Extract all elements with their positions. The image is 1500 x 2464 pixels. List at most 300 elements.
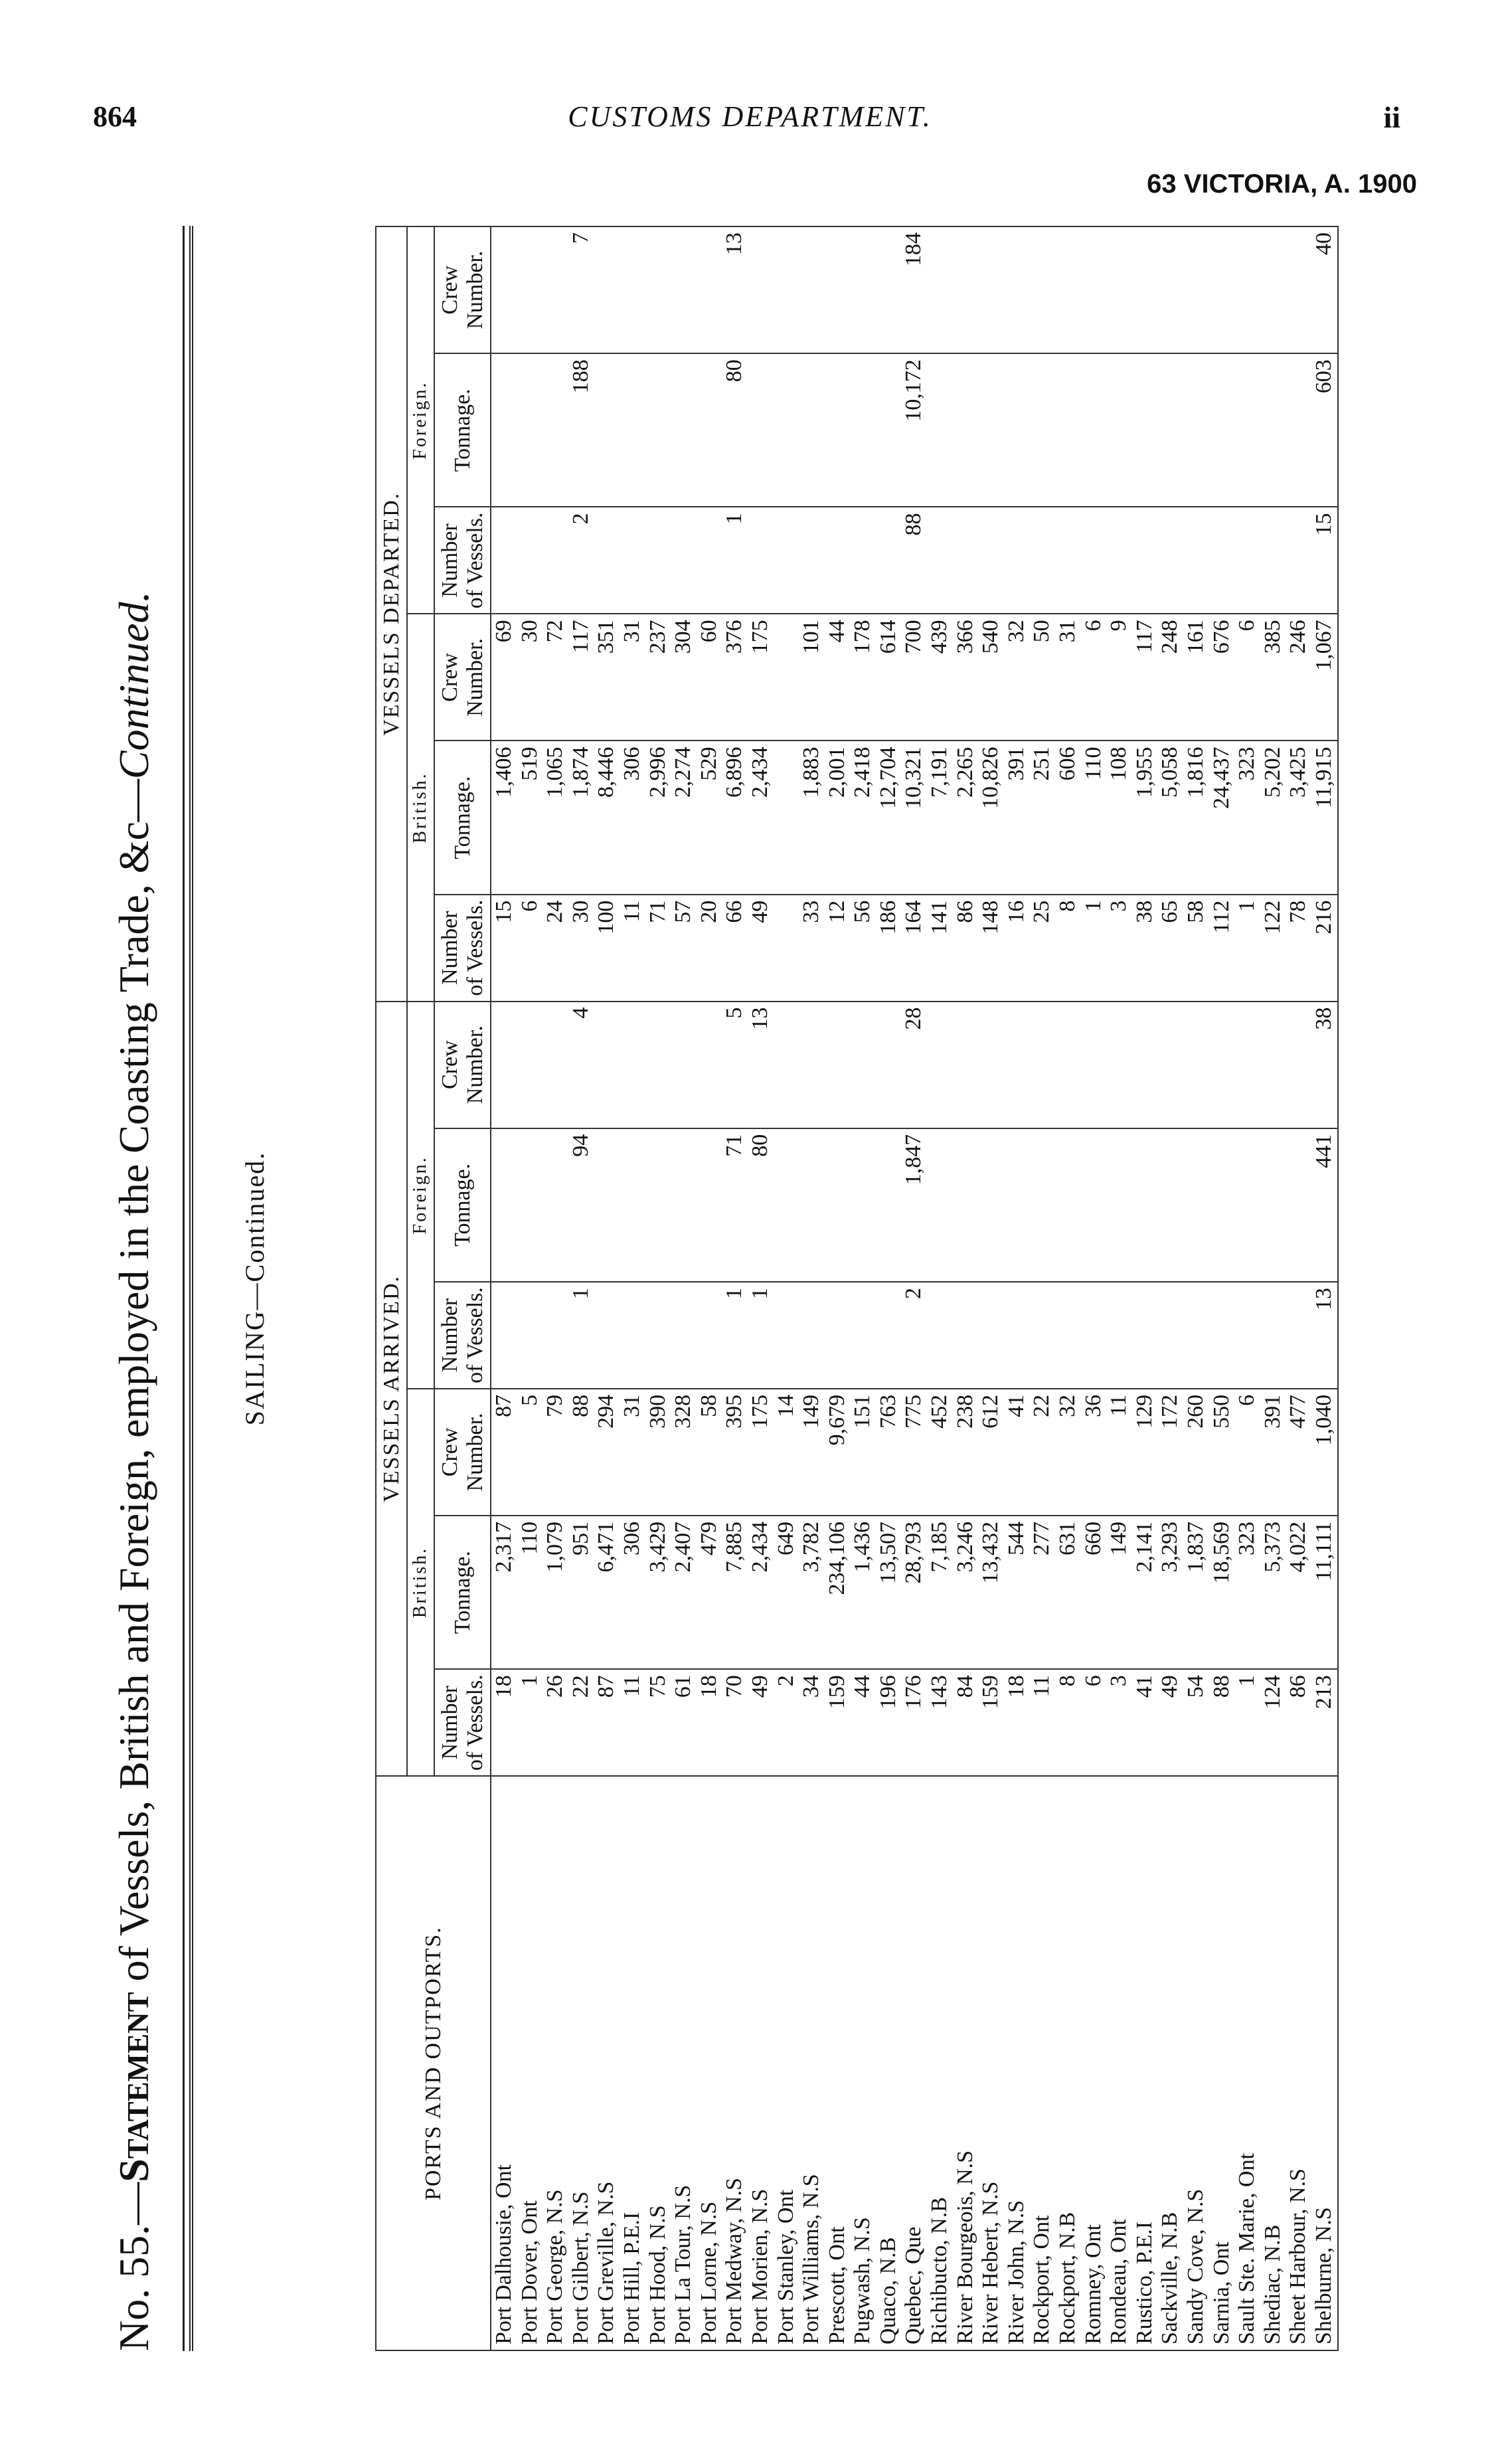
af-tonnage-cell	[1234, 1128, 1260, 1282]
db-tonnage-cell: 7,191	[927, 741, 953, 894]
af-crew-cell	[927, 1002, 953, 1128]
port-name: River Bourgeois, N.S	[953, 1776, 979, 2350]
db-crew-cell: 376	[722, 614, 748, 741]
af-tonnage-cell: 80	[748, 1128, 774, 1282]
db-crew-cell: 161	[1183, 614, 1209, 741]
ab-crew-cell: 260	[1183, 1389, 1209, 1516]
ab-number-cell: 18	[697, 1669, 722, 1776]
df-crew-cell	[542, 226, 568, 353]
db-tonnage-cell: 110	[1081, 741, 1107, 894]
port-name: Port Medway, N.S	[722, 1776, 748, 2350]
db-tonnage-cell: 1,065	[542, 741, 568, 894]
af-tonnage-cell	[1260, 1128, 1286, 1282]
df-number-cell: 1	[722, 507, 748, 614]
ab-tonnage-cell: 306	[620, 1516, 645, 1669]
table-row	[953, 226, 979, 2350]
ab-crew-cell: 452	[927, 1389, 953, 1516]
df-crew-cell: 184	[901, 226, 927, 353]
df-tonnage-cell	[953, 353, 979, 507]
ports-header: PORTS AND OUTPORTS.	[376, 1776, 491, 2350]
af-tonnage-cell	[774, 1128, 799, 1282]
table-row	[594, 226, 620, 2350]
df-number-cell	[876, 507, 902, 614]
ab-crew-cell: 149	[799, 1389, 825, 1516]
ab-tonnage-cell: 1,436	[850, 1516, 876, 1669]
db-number-cell: 1	[1081, 895, 1107, 1002]
af-number-cell	[671, 1282, 697, 1389]
port-name: Port Gilbert, N.S	[568, 1776, 594, 2350]
db-tonnage-cell	[774, 741, 799, 894]
ab-tonnage-cell: 110	[517, 1516, 543, 1669]
af-tonnage-cell	[1055, 1128, 1081, 1282]
af-crew-cell: 5	[722, 1002, 748, 1128]
df-crew-cell	[850, 226, 876, 353]
af-tonnage-cell	[1183, 1128, 1209, 1282]
port-name: River Hebert, N.S	[978, 1776, 1004, 2350]
title-rest: of Vessels, British and Foreign, employed in the Coasting Trade, &c—	[110, 779, 157, 1992]
ab-tonnage-cell: 277	[1029, 1516, 1055, 1669]
ab-number-cell: 1	[517, 1669, 543, 1776]
df-crew-cell	[1209, 226, 1235, 353]
ab-crew-cell: 9,679	[825, 1389, 851, 1516]
ab-tonnage-cell: 1,079	[542, 1516, 568, 1669]
df-tonnage-cell	[517, 353, 543, 507]
db-crew-cell: 117	[568, 614, 594, 741]
db-number-cell: 66	[722, 895, 748, 1002]
af-number-cell	[1234, 1282, 1260, 1389]
ab-tonnage-cell: 1,837	[1183, 1516, 1209, 1669]
departed-header: VESSELS DEPARTED.	[376, 226, 407, 1002]
db-tonnage-cell: 519	[517, 741, 543, 894]
ab-crew-cell: 41	[1004, 1389, 1030, 1516]
ab-crew-cell: 763	[876, 1389, 902, 1516]
ab-crew-cell: 14	[774, 1389, 799, 1516]
ab-tonnage-cell: 6,471	[594, 1516, 620, 1669]
db-crew-cell: 60	[697, 614, 722, 741]
ab-tonnage-cell: 7,885	[722, 1516, 748, 1669]
ab-number-cell: 11	[620, 1669, 645, 1776]
df-tonnage-cell	[927, 353, 953, 507]
ab-crew-cell: 390	[645, 1389, 671, 1516]
col-number: Number of Vessels.	[434, 1282, 491, 1389]
df-crew-cell	[1260, 226, 1286, 353]
af-crew-cell	[620, 1002, 645, 1128]
db-number-cell: 6	[517, 895, 543, 1002]
db-number-cell: 100	[594, 895, 620, 1002]
db-number-cell: 164	[901, 895, 927, 1002]
af-tonnage-cell	[978, 1128, 1004, 1282]
table-row	[1209, 226, 1235, 2350]
db-tonnage-cell: 8,446	[594, 741, 620, 894]
af-number-cell	[876, 1282, 902, 1389]
ab-tonnage-cell: 3,782	[799, 1516, 825, 1669]
af-crew-cell: 4	[568, 1002, 594, 1128]
db-tonnage-cell: 306	[620, 741, 645, 894]
table-row	[825, 226, 851, 2350]
col-crew: Crew Number.	[434, 614, 491, 741]
df-tonnage-cell: 80	[722, 353, 748, 507]
df-number-cell	[774, 507, 799, 614]
df-number-cell	[1234, 507, 1260, 614]
port-name: Rockport, N.B	[1055, 1776, 1081, 2350]
af-tonnage-cell	[1029, 1128, 1055, 1282]
ab-crew-cell: 5	[517, 1389, 543, 1516]
af-number-cell	[1209, 1282, 1235, 1389]
db-tonnage-cell: 10,321	[901, 741, 927, 894]
table-row	[1286, 226, 1311, 2350]
port-name: Port Greville, N.S	[594, 1776, 620, 2350]
db-crew-cell: 237	[645, 614, 671, 741]
port-name: Port Hill, P.E.I	[620, 1776, 645, 2350]
ab-crew-cell: 238	[953, 1389, 979, 1516]
af-number-cell: 1	[748, 1282, 774, 1389]
df-crew-cell	[799, 226, 825, 353]
ab-tonnage-cell: 2,434	[748, 1516, 774, 1669]
af-number-cell	[542, 1282, 568, 1389]
db-crew-cell: 44	[825, 614, 851, 741]
db-tonnage-cell: 5,202	[1260, 741, 1286, 894]
df-crew-cell	[620, 226, 645, 353]
af-number-cell: 13	[1311, 1282, 1338, 1389]
af-number-cell: 1	[568, 1282, 594, 1389]
db-crew-cell: 439	[927, 614, 953, 741]
af-tonnage-cell: 71	[722, 1128, 748, 1282]
ab-number-cell: 70	[722, 1669, 748, 1776]
df-number-cell	[1055, 507, 1081, 614]
db-number-cell: 49	[748, 895, 774, 1002]
ab-number-cell: 44	[850, 1669, 876, 1776]
table-row	[491, 226, 517, 2350]
table-row	[748, 226, 774, 2350]
db-tonnage-cell: 1,883	[799, 741, 825, 894]
title-statement: Statement	[110, 1992, 157, 2182]
col-crew: Crew Number.	[434, 226, 491, 353]
df-number-cell	[978, 507, 1004, 614]
df-tonnage-cell	[876, 353, 902, 507]
af-crew-cell	[1004, 1002, 1030, 1128]
departed-british-header: British.	[407, 614, 434, 1001]
df-number-cell	[1260, 507, 1286, 614]
db-crew-cell: 69	[491, 614, 517, 741]
df-crew-cell	[927, 226, 953, 353]
db-crew-cell	[774, 614, 799, 741]
af-crew-cell	[1132, 1002, 1158, 1128]
af-crew-cell	[517, 1002, 543, 1128]
statement-title	[110, 226, 159, 2351]
af-tonnage-cell	[671, 1128, 697, 1282]
table-row	[542, 226, 568, 2350]
ab-crew-cell: 1,040	[1311, 1389, 1338, 1516]
df-tonnage-cell	[620, 353, 645, 507]
df-tonnage-cell	[799, 353, 825, 507]
db-crew-cell: 6	[1081, 614, 1107, 741]
ab-number-cell: 6	[1081, 1669, 1107, 1776]
df-number-cell: 15	[1311, 507, 1338, 614]
col-number: Number of Vessels.	[434, 1669, 491, 1776]
ab-tonnage-cell: 479	[697, 1516, 722, 1669]
af-crew-cell	[1260, 1002, 1286, 1128]
db-crew-cell: 351	[594, 614, 620, 741]
port-name: River John, N.S	[1004, 1776, 1030, 2350]
af-tonnage-cell	[620, 1128, 645, 1282]
df-tonnage-cell	[1081, 353, 1107, 507]
ab-number-cell: 159	[978, 1669, 1004, 1776]
db-number-cell: 186	[876, 895, 902, 1002]
df-tonnage-cell	[1055, 353, 1081, 507]
af-number-cell	[1183, 1282, 1209, 1389]
table-row	[876, 226, 902, 2350]
port-name: Pugwash, N.S	[850, 1776, 876, 2350]
df-tonnage-cell: 603	[1311, 353, 1338, 507]
df-number-cell	[491, 507, 517, 614]
title-prefix: No. 55.—	[110, 2182, 157, 2351]
af-crew-cell	[671, 1002, 697, 1128]
db-tonnage-cell: 2,001	[825, 741, 851, 894]
db-number-cell: 112	[1209, 895, 1235, 1002]
ab-number-cell: 26	[542, 1669, 568, 1776]
df-crew-cell	[517, 226, 543, 353]
col-tonnage: Tonnage.	[434, 353, 491, 507]
port-name: Port Dalhousie, Ont	[491, 1776, 517, 2350]
port-name: Sandy Cove, N.S	[1183, 1776, 1209, 2350]
af-crew-cell	[953, 1002, 979, 1128]
af-crew-cell: 38	[1311, 1002, 1338, 1128]
df-number-cell	[671, 507, 697, 614]
table-row	[774, 226, 799, 2350]
af-number-cell	[1055, 1282, 1081, 1389]
df-number-cell	[620, 507, 645, 614]
df-crew-cell	[594, 226, 620, 353]
arrived-header: VESSELS ARRIVED.	[376, 1002, 407, 1777]
af-crew-cell	[645, 1002, 671, 1128]
db-number-cell: 148	[978, 895, 1004, 1002]
port-name: Rondeau, Ont	[1106, 1776, 1132, 2350]
df-number-cell	[1106, 507, 1132, 614]
ab-tonnage-cell: 2,407	[671, 1516, 697, 1669]
af-crew-cell: 28	[901, 1002, 927, 1128]
port-name: Quaco, N.B	[876, 1776, 902, 2350]
df-crew-cell	[1106, 226, 1132, 353]
df-number-cell	[645, 507, 671, 614]
af-crew-cell	[799, 1002, 825, 1128]
ab-tonnage-cell: 5,373	[1260, 1516, 1286, 1669]
df-number-cell	[1157, 507, 1183, 614]
db-tonnage-cell: 2,996	[645, 741, 671, 894]
table-row	[1234, 226, 1260, 2350]
db-tonnage-cell: 6,896	[722, 741, 748, 894]
df-crew-cell	[1234, 226, 1260, 353]
db-tonnage-cell: 529	[697, 741, 722, 894]
ab-tonnage-cell: 13,507	[876, 1516, 902, 1669]
af-number-cell	[517, 1282, 543, 1389]
table-row	[1081, 226, 1107, 2350]
ab-number-cell: 143	[927, 1669, 953, 1776]
table-row	[1183, 226, 1209, 2350]
af-number-cell	[1260, 1282, 1286, 1389]
af-tonnage-cell	[1157, 1128, 1183, 1282]
db-crew-cell: 1,067	[1311, 614, 1338, 741]
ab-number-cell: 22	[568, 1669, 594, 1776]
af-number-cell	[1157, 1282, 1183, 1389]
af-tonnage-cell	[799, 1128, 825, 1282]
af-tonnage-cell	[1286, 1128, 1311, 1282]
ab-tonnage-cell: 149	[1106, 1516, 1132, 1669]
af-number-cell	[594, 1282, 620, 1389]
af-number-cell	[978, 1282, 1004, 1389]
af-tonnage-cell	[927, 1128, 953, 1282]
df-number-cell	[542, 507, 568, 614]
rotated-table-block	[110, 226, 1424, 2351]
table-row	[620, 226, 645, 2350]
ab-crew-cell: 775	[901, 1389, 927, 1516]
ab-tonnage-cell: 7,185	[927, 1516, 953, 1669]
db-number-cell: 20	[697, 895, 722, 1002]
db-tonnage-cell: 1,816	[1183, 741, 1209, 894]
table-row	[645, 226, 671, 2350]
db-tonnage-cell: 108	[1106, 741, 1132, 894]
table-row	[850, 226, 876, 2350]
coasting-trade-table	[375, 226, 1339, 2351]
af-crew-cell	[1183, 1002, 1209, 1128]
af-tonnage-cell	[1081, 1128, 1107, 1282]
df-number-cell	[1004, 507, 1030, 614]
df-crew-cell	[1029, 226, 1055, 353]
ab-crew-cell: 87	[491, 1389, 517, 1516]
table-row	[671, 226, 697, 2350]
db-tonnage-cell: 1,955	[1132, 741, 1158, 894]
ab-crew-cell: 36	[1081, 1389, 1107, 1516]
df-crew-cell	[671, 226, 697, 353]
table-row	[568, 226, 594, 2350]
ab-number-cell: 75	[645, 1669, 671, 1776]
port-name: Sarnia, Ont	[1209, 1776, 1235, 2350]
ab-number-cell: 124	[1260, 1669, 1286, 1776]
table-row	[517, 226, 543, 2350]
df-crew-cell: 13	[722, 226, 748, 353]
df-tonnage-cell	[1029, 353, 1055, 507]
af-tonnage-cell	[1004, 1128, 1030, 1282]
db-tonnage-cell: 12,704	[876, 741, 902, 894]
port-name: Shediac, N.B	[1260, 1776, 1286, 2350]
section-label	[239, 226, 270, 2351]
ab-tonnage-cell: 4,022	[1286, 1516, 1311, 1669]
db-tonnage-cell: 391	[1004, 741, 1030, 894]
col-tonnage: Tonnage.	[434, 1516, 491, 1669]
table-row	[1106, 226, 1132, 2350]
db-number-cell: 12	[825, 895, 851, 1002]
df-crew-cell	[1157, 226, 1183, 353]
df-crew-cell	[876, 226, 902, 353]
af-crew-cell	[542, 1002, 568, 1128]
df-number-cell: 2	[568, 507, 594, 614]
port-name: Port Morien, N.S	[748, 1776, 774, 2350]
db-tonnage-cell: 2,434	[748, 741, 774, 894]
af-crew-cell	[774, 1002, 799, 1128]
ab-number-cell: 196	[876, 1669, 902, 1776]
port-name: Sackville, N.B	[1157, 1776, 1183, 2350]
db-crew-cell: 30	[517, 614, 543, 741]
df-tonnage-cell	[1106, 353, 1132, 507]
ab-tonnage-cell: 2,317	[491, 1516, 517, 1669]
db-crew-cell: 178	[850, 614, 876, 741]
df-number-cell	[1286, 507, 1311, 614]
df-number-cell	[1132, 507, 1158, 614]
db-crew-cell: 676	[1209, 614, 1235, 741]
table-row	[1260, 226, 1286, 2350]
table-row	[722, 226, 748, 2350]
ab-number-cell: 34	[799, 1669, 825, 1776]
ab-number-cell: 87	[594, 1669, 620, 1776]
col-tonnage: Tonnage.	[434, 741, 491, 894]
df-tonnage-cell	[978, 353, 1004, 507]
af-tonnage-cell	[594, 1128, 620, 1282]
ab-tonnage-cell: 544	[1004, 1516, 1030, 1669]
db-crew-cell: 248	[1157, 614, 1183, 741]
ab-tonnage-cell: 3,429	[645, 1516, 671, 1669]
sessional-number: ii	[1383, 100, 1400, 134]
df-number-cell	[1209, 507, 1235, 614]
db-number-cell: 122	[1260, 895, 1286, 1002]
db-tonnage-cell: 24,437	[1209, 741, 1235, 894]
df-number-cell: 88	[901, 507, 927, 614]
port-name: Romney, Ont	[1081, 1776, 1107, 2350]
df-tonnage-cell: 188	[568, 353, 594, 507]
db-tonnage-cell: 3,425	[1286, 741, 1311, 894]
af-number-cell	[697, 1282, 722, 1389]
ab-number-cell: 176	[901, 1669, 927, 1776]
ab-number-cell: 18	[491, 1669, 517, 1776]
ab-tonnage-cell: 3,293	[1157, 1516, 1183, 1669]
db-number-cell: 16	[1004, 895, 1030, 1002]
af-crew-cell	[1055, 1002, 1081, 1128]
db-crew-cell: 540	[978, 614, 1004, 741]
ab-number-cell: 49	[748, 1669, 774, 1776]
df-crew-cell	[491, 226, 517, 353]
af-crew-cell	[1081, 1002, 1107, 1128]
year-line: 63 VICTORIA, A. 1900	[1147, 169, 1417, 199]
df-crew-cell	[1286, 226, 1311, 353]
title-continued: Continued.	[110, 591, 157, 780]
port-name: Port Williams, N.S	[799, 1776, 825, 2350]
af-crew-cell	[1209, 1002, 1235, 1128]
df-number-cell	[850, 507, 876, 614]
df-number-cell	[748, 507, 774, 614]
ab-tonnage-cell: 28,793	[901, 1516, 927, 1669]
db-number-cell: 11	[620, 895, 645, 1002]
db-number-cell: 216	[1311, 895, 1338, 1002]
af-tonnage-cell: 1,847	[901, 1128, 927, 1282]
ab-crew-cell: 391	[1260, 1389, 1286, 1516]
af-number-cell	[825, 1282, 851, 1389]
port-name: Rustico, P.E.I	[1132, 1776, 1158, 2350]
ab-number-cell: 41	[1132, 1669, 1158, 1776]
ab-crew-cell: 32	[1055, 1389, 1081, 1516]
ab-crew-cell: 58	[697, 1389, 722, 1516]
af-crew-cell	[1157, 1002, 1183, 1128]
db-number-cell: 38	[1132, 895, 1158, 1002]
af-tonnage-cell	[953, 1128, 979, 1282]
db-tonnage-cell: 251	[1029, 741, 1055, 894]
db-number-cell: 33	[799, 895, 825, 1002]
ab-number-cell: 84	[953, 1669, 979, 1776]
col-number: Number of Vessels.	[434, 507, 491, 614]
af-number-cell: 1	[722, 1282, 748, 1389]
ab-tonnage-cell: 323	[1234, 1516, 1260, 1669]
port-name: Richibucto, N.B	[927, 1776, 953, 2350]
ab-number-cell: 18	[1004, 1669, 1030, 1776]
df-crew-cell	[774, 226, 799, 353]
af-tonnage-cell	[850, 1128, 876, 1282]
